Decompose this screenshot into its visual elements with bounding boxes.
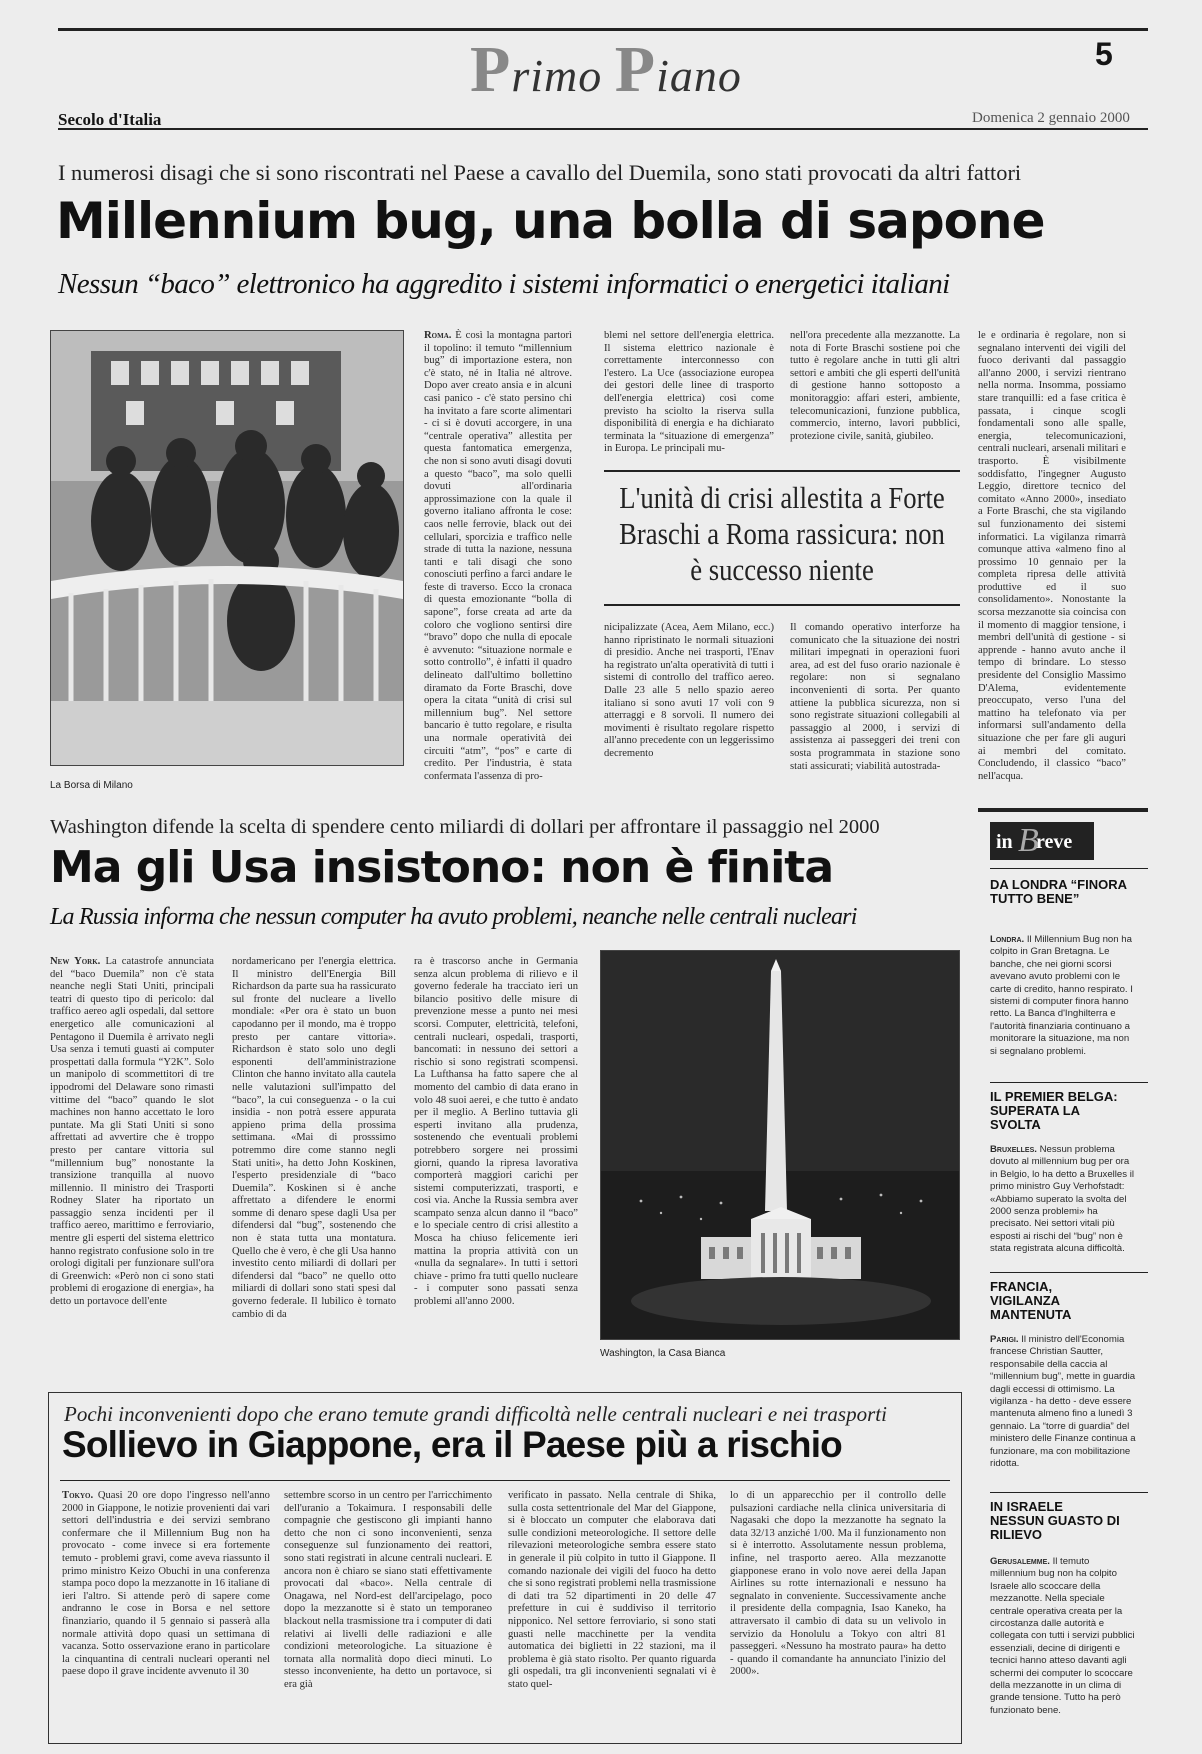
breve-item-3-text bbox=[990, 1334, 1136, 1478]
article-text: Il comando operativo interforze ha comunicato che la situazione dei nostri militari impegnati in operazioni fuori area, ad est del fuso orario nazionale è regolare: non si segnalano inconvenienti di sorta. Per quanto attiene la pubblica sicurezza, non si sono registrate situazioni collegabili al passaggio al 2000, i servizi di assistenza ai passeggeri dei treni con sosta programmata in stazione sono stati assicurati; viabilità autostrada- bbox=[790, 622, 960, 772]
breve-rule bbox=[990, 1492, 1148, 1493]
in-breve-title-cap: B bbox=[1018, 822, 1039, 859]
white-house-night-image bbox=[601, 951, 959, 1339]
article-text: le e ordinaria è regolare, non si segnalano interventi dei vigili del fuoco derivanti dal passaggio all'anno 2000, i servizi rientrano nella norma. Insomma, possiamo stare tranquilli: ed a fase critica è passata, i cinque scogli fondamentali sono alle spalle, energia, telecomunicazioni, centrali nucleari, arsenali militari e trasporto. È visibilmente soddisfatto, l'ingegner Augusto Leggio, direttore tecnico del comitato «Anno 2000», insediato a Forte Braschi, che sta vigilando sul funzionamento dei sistemi informatici. La vigilanza rimarrà comunque attiva «almeno fino al prossimo 10 gennaio per la completa ripresa delle attività produttive ed il suo consolidamento». Nonostante la scorsa mezzanotte sia coincisa con il momento di maggior tensione, i membri dell'unità di gestione - si apprende - hanno avuto anche il tempo di brindare. Lo stesso presidente del Consiglio Massimo D'Alema, evidentemente preoccupato, verso l'una del mattino ha telefonato via per informarsi sull'andamento della situazione che per fare gli auguri ai membri del comitato. Concludendo, il classico “baco” nell'acqua. bbox=[978, 330, 1126, 782]
article3-rule bbox=[60, 1480, 950, 1481]
section-title-part: rimo bbox=[511, 50, 615, 101]
article1-subhead: Nessun “baco” elettronico ha aggredito i sistemi informatici o energetici italiani bbox=[58, 268, 950, 300]
section-title-cap: P bbox=[470, 33, 512, 106]
article-text: verificato in passato. Nella centrale di Shika, sulla costa settentrionale del Mar del Giappone, si è bloccato un computer che elaborava dati sulle condizioni meteorologiche. Il settore delle rilevazioni meteorologiche sembra essere stato in generale il più colpito in tutto il Giappone. Il comando nazionale dei vigili del fuoco ha detto che si sono registrati problemi nella trasmissione di dati tra 52 dipartimenti in 20 delle 47 prefetture in cui è suddiviso il territorio nipponico. Nel settore ferroviario, si sono stati guasti nelle macchinette per la vendita automatica dei biglietti in 22 stazioni, ma il problema è già stato risolto. Per quanto riguarda gli ospedali, tra gli inconvenienti segnalati vi è stato quel- bbox=[508, 1490, 716, 1690]
article2-kicker: Washington difende la scelta di spendere cento miliardi di dollari per affrontare il passaggio nel 2000 bbox=[50, 816, 880, 838]
issue-date: Domenica 2 gennaio 2000 bbox=[972, 110, 1130, 126]
article1-column-3b bbox=[790, 622, 960, 790]
trading-floor-image bbox=[51, 331, 403, 765]
breve-rule-top bbox=[978, 808, 1148, 812]
article1-column-1 bbox=[424, 330, 572, 790]
pull-quote-rule-bottom bbox=[604, 604, 960, 606]
pull-quote-rule-top bbox=[604, 470, 960, 472]
breve-text: Il temuto millennium bug non ha colpito Israele allo scoccare della mezzanotte. Nella speciale centrale operativa creata per la circostanza dalle autorità e collegata con tutti i servizi pubblici essenziali, decine di dirigenti e tecnici hanno atteso davanti agli schermi dei computer lo scoccare della mezzanotte in un clima di grande tensione. Tutto ha però funzionato bene. bbox=[990, 1556, 1135, 1716]
article1-column-2b bbox=[604, 622, 774, 790]
milan-stock-exchange-photo bbox=[50, 330, 404, 766]
breve-text: Nessun problema dovuto al millennium bug per ora in Belgio, lo ha detto a Bruxelles il primo ministro Guy Verhofstadt: «Abbiamo superato la svolta del 2000 senza problemi» ha precisato. Nei settori vitali più esposti ai rischi del “bug” non è stata registrata alcuna difficoltà. bbox=[990, 1144, 1134, 1255]
page-number: 5 bbox=[1095, 36, 1113, 72]
dateline: Londra. bbox=[990, 934, 1025, 945]
article3-column-3 bbox=[508, 1490, 716, 1734]
breve-item-2-text bbox=[990, 1144, 1136, 1264]
breve-text: Il ministro dell'Economia francese Christian Sautter, responsabile della caccia al “millennium bug”, mette in guardia dagli eccessi di ottimismo. La vigilanza - ha detto - deve essere mantenuta almeno fino a lunedì 3 gennaio. La “torre di guardia” del ministero delle Finanze continua a funzionare, ma con mobilitazione ridotta. bbox=[990, 1334, 1136, 1470]
photo-caption-white-house: Washington, la Casa Bianca bbox=[600, 1348, 726, 1359]
article2-headline: Ma gli Usa insistono: non è finita bbox=[50, 842, 834, 893]
article-text: nell'ora precedente alla mezzanotte. La nota di Forte Braschi sostiene poi che tutto è regolare anche in tutti gli altri settori e ambiti che gli esperti dell'unità di gestione hanno sottoposto a monitoraggio: affari esteri, ambiente, telecomunicazioni, funzione pubblica, commercio, interno, lavori pubblici, protezione civile, sanità, giubileo. bbox=[790, 330, 960, 442]
article3-column-1 bbox=[62, 1490, 270, 1734]
top-rule bbox=[58, 28, 1148, 31]
breve-item-3-headline: FRANCIA, VIGILANZA MANTENUTA bbox=[990, 1279, 1072, 1322]
article-text: nordamericano per l'energia elettrica. Il ministro dell'Energia Bill Richardson da parte sua ha rassicurato sul fronte del nucleare a livello mondiale: «Per ora è stato un buon capodanno per il mondo, ma è troppo presto per cantare vittoria». Richardson è stato solo uno degli esponenti dell'amministrazione Clinton che hanno invitato alla cautela nelle valutazioni sull'impatto del “baco”, la cui conseguenza - o la cui insidia - non potrà essere appurata appieno prima della prossima settimana. «Mai di prosssimo potremmo dire come stanno negli Stati uniti», ha detto John Koskinen, l'esperto presidenziale di “baco Duemila”. Koskinen si è anche affrettato a difendere le enormi somme di denaro spese dagli Usa per difendersi dal “bug”, sostenendo che non è stata tutta una montatura. Quello che è vero, è che gli Usa hanno investito cento miliardi di dollari per difendersi dal “baco” ne quello otto miliardi di dollari sono stati spesi dal governo federale. Il lubilico è tornato cambio di da bbox=[232, 956, 396, 1320]
article2-column-3 bbox=[414, 956, 578, 1366]
article-text: nicipalizzate (Acea, Aem Milano, ecc.) hanno ripristinato le normali situazioni di presidio. Anche nei trasporti, l'Enav ha registrato un'alta operatività di tutti i sistemi di controllo del traffico aereo. Dalle 23 alle 5 nello spazio aereo italiano si sono avuti 17 voli con 9 atterraggi e 8 sorvoli. Il numero dei movimenti è risultato regolare rispetto all'anno precedente con un leggerissimo decremento bbox=[604, 622, 774, 759]
article3-kicker: Pochi inconvenienti dopo che erano temute grandi difficoltà nelle centrali nucleari e nei trasporti bbox=[64, 1402, 887, 1426]
breve-item-1-text bbox=[990, 934, 1136, 1076]
white-house-photo bbox=[600, 950, 960, 1340]
breve-rule bbox=[990, 1272, 1148, 1273]
section-title-cap: P bbox=[614, 33, 657, 106]
article-text: blemi nel settore dell'energia elettrica. Il sistema elettrico nazionale è correttamente interconnesso con l'estero. La Uce (associazione europea dei gestori delle linee di trasporto dell'energia elettrica) così come previsto ha sciolto la riserva sulla disponibilità di energia e ha dichiarato terminata la “situazione di emergenza” in Europa. Le principali mu- bbox=[604, 330, 774, 455]
article-text: È così la montagna partorì il topolino: il temuto “millennium bug” di importazione estera, non c'è stato, né in Italia né altrove. Dopo aver creato ansia e in alcuni casi panico - c'è stato persino chi ha invitato a fare scorte alimentari - ci si è dovuti accorgere, in una “centrale operativa” allestita per questa fantomatica emergenza, che non si sono avuti disagi dovuti a questo “baco”, ma solo quelli dovuti all'ordinaria approssimazione con la quale il governo italiano affronta le cose: caos nelle ferrovie, black out dei cellulari, sporcizia e traffico nelle strade di tutta la nazione, nessuna tanti e tali disagi che sono conosciuti perfino a farci andare le feste di traverso. Ecco la cronaca di questa emozionante “bolla di sapone”, forse creata ad arte da coloro che vogliono sentirsi dire “bravo” dopo che nulla di epocale è avvenuto: “situazione normale e sotto controllo”, è infatti il quadro delineato dall'ultimo bollettino diramato da Forte Braschi, dove opera la citata “unità di crisi sul millennium bug”. Nel settore bancario è tutto regolare, e risulta una normale operatività dei circuiti “atm”, “pos” e carte di credito. Per l'industria, è stata confermata l'assenza di pro- bbox=[424, 330, 572, 782]
breve-item-2-headline: IL PREMIER BELGA: SUPERATA LA SVOLTA bbox=[990, 1089, 1118, 1132]
dateline: Gerusalemme. bbox=[990, 1556, 1050, 1567]
dateline: New York. bbox=[50, 956, 101, 967]
breve-rule bbox=[990, 868, 1148, 869]
article3-headline: Sollievo in Giappone, era il Paese più a rischio bbox=[62, 1424, 842, 1465]
article3-column-4 bbox=[730, 1490, 946, 1734]
header-rule bbox=[58, 128, 1148, 130]
in-breve-title-part: reve bbox=[1036, 831, 1073, 853]
article3-column-2 bbox=[284, 1490, 492, 1734]
article1-headline: Millennium bug, una bolla di sapone bbox=[56, 192, 1045, 250]
breve-rule bbox=[990, 1082, 1148, 1083]
article1-column-3 bbox=[790, 330, 960, 442]
in-breve-title bbox=[990, 822, 1094, 860]
article-text: Quasi 20 ore dopo l'ingresso nell'anno 2000 in Giappone, le notizie provenienti dai vari settori dell'industria e dei servizi sembrano confermare che il Millennium Bug non ha provocato - come invece si era fortemente temuto - problemi gravi, come aveva riassunto il primo ministro Keizo Obuchi in una conferenza stampa poco dopo la mezzanotte in 16 italiane di ieri l'altro. Si attende però di sapere come andranno le cose in Borsa e nel settore finanziario, quando il 5 gennaio si passerà alla normale attività dopo quasi un settimana di vacanza. Sotto osservazione erano in particolare la cinquantina di centrali nucleari operanti nel paese dopo il grave incidente avvenuto il 30 bbox=[62, 1490, 270, 1678]
in-breve-title-part: in bbox=[996, 831, 1013, 853]
section-title bbox=[470, 32, 742, 108]
article-text: La catastrofe annunciata del “baco Duemila” non c'è stata neanche negli Stati Uniti, principali teatri di questo tipo di pericolo: dal traffico aereo agli ospedali, dal settore energetico alle comunicazioni al Pentagono il Duemila è arrivato negli Usa senza i temuti guasti ai computer prospettati dalla formula “Y2K”. Solo un manipolo di scommettitori di tre ippodromi del Delaware sono rimasti vittime del “baco” quando le slot machines non hanno accettato le loro puntate. Ma gli Stati Uniti si sono affrettati ad avvertire che è troppo presto per cantare vittoria sul “millennium bug” nonostante la transizione tranquilla al nuovo millennio. Il ministro dei Trasporti Rodney Slater ha riportato un passaggio senza incidenti per il traffico aereo, marittimo e ferroviario, mentre gli esperti del sistema elettrico hanno registrato confusione solo in tre orologi digitali per funzionare sull'ora di Greenwich: «Però non ci sono stati problemi di erogazione di energia», ha detto un portavoce dell'ente bbox=[50, 956, 214, 1308]
dateline: Roma. bbox=[424, 330, 452, 341]
article1-column-2 bbox=[604, 330, 774, 455]
section-title-part: iano bbox=[656, 50, 742, 101]
photo-caption-milan: La Borsa di Milano bbox=[50, 780, 133, 791]
article1-column-4 bbox=[978, 330, 1126, 790]
dateline: Tokyo. bbox=[62, 1490, 94, 1501]
article-text: settembre scorso in un centro per l'arricchimento dell'uranio a Tokaimura. I responsabili delle compagnie che gestiscono gli impianti hanno detto che non ci sono inconvenienti, senza conseguenze sul funzionamento dei reattori, sono stati registrati in alcune centrali nucleari. E ancora non è chiaro se siano stati effettivamente provocati dal «baco». Nella centrale di Onagawa, nel Nord-est dell'arcipelago, poco dopo la mezzanotte si è stato un temporaneo blackout nella trasmissione tra i computer di dati relativi ai livelli delle radiazioni e alle condizioni meteorologiche. La situazione è tornata alla normalità dopo dieci minuti. Lo stesso inconveniente, ha detto un portavoce, si era già bbox=[284, 1490, 492, 1690]
dateline: Bruxelles. bbox=[990, 1144, 1037, 1155]
article1-pull-quote: L'unità di crisi allestita a Forte Braschi a Roma rassicura: non è successo niente bbox=[619, 480, 945, 587]
article1-kicker: I numerosi disagi che si sono riscontrati nel Paese a cavallo del Duemila, sono stati provocati da altri fattori bbox=[58, 160, 1022, 185]
article2-column-1 bbox=[50, 956, 214, 1366]
article2-subhead: La Russia informa che nessun computer ha avuto problemi, neanche nelle centrali nucleari bbox=[50, 904, 857, 930]
article-text: ra è trascorso anche in Germania senza alcun problema di rilievo e il governo federale ha tracciato ieri un bilancio positivo delle misure di prevenzione messe a punto nei mesi scorsi. Computer, elettricità, telefoni, centrali nucleari, ospedali, trasporti, bancomati: in nessuno dei settori a rischio si sono registrati scompensi. La Lufthansa ha fatto sapere che al momento del cambio di data erano in volo 48 suoi aerei, e che tutto è andato per il meglio. A Berlino tuttavia gli esperti invitano alla prudenza, sostenendo che eventuali problemi potrebbero sorgere nei prossimi giorni, quando la ripresa lavorativa comporterà maggiori carichi per sistemi computerizzati, trasporti, e così via. Anche la Russia sembra aver scampato senza alcun danno il “baco” e lo speciale centro di crisi allestito a Mosca ha chiuso felicemente ieri mattina la propria attività con un «nulla da segnalare». In tutti i settori chiave - primo fra tutti quello nucleare - i computer sono passati senza problemi all'anno 2000. bbox=[414, 956, 578, 1308]
article-text: lo di un apparecchio per il controllo delle pulsazioni cardiache nella clinica universitaria di Nagasaki che dopo la mezzanotte ha segnato la data 32/13 anziché 1/00. Ma il funzionamento non si è interrotto. Assolutamente nessun problema, infine, nel trasporto aereo. Alla mezzanotte giapponese erano in volo nove aerei della Japan Airlines su rotte internazionali e nessuno ha segnalato in conveniente. Successivamente anche il presidente della compagnia, Isao Kaneko, ha attraversato il cambio di data su un velivolo in servizio da Honolulu a Tokyo con altri 81 passeggeri. «Nessuno ha mostrato paura» ha detto - quando il comandante ha annunciato l'inizio del 2000». bbox=[730, 1490, 946, 1678]
newspaper-name: Secolo d'Italia bbox=[58, 110, 162, 129]
breve-text: Il Millennium Bug non ha colpito in Gran Bretagna. Le banche, che nei giorni scorsi avevano avuto problemi con le carte di credito, hanno respirato. I sistemi di computer finora hanno retto. La Banca d'Inghilterra e l'autorità finanziaria continuano a monitorare la situazione, ma non si segnalano problemi. bbox=[990, 934, 1133, 1057]
breve-item-4-text bbox=[990, 1556, 1136, 1746]
dateline: Parigi. bbox=[990, 1334, 1019, 1345]
breve-item-1-headline: DA LONDRA “FINORA TUTTO BENE” bbox=[990, 877, 1127, 906]
breve-item-4-headline: IN ISRAELE NESSUN GUASTO DI RILIEVO bbox=[990, 1499, 1120, 1542]
article2-column-2 bbox=[232, 956, 396, 1366]
